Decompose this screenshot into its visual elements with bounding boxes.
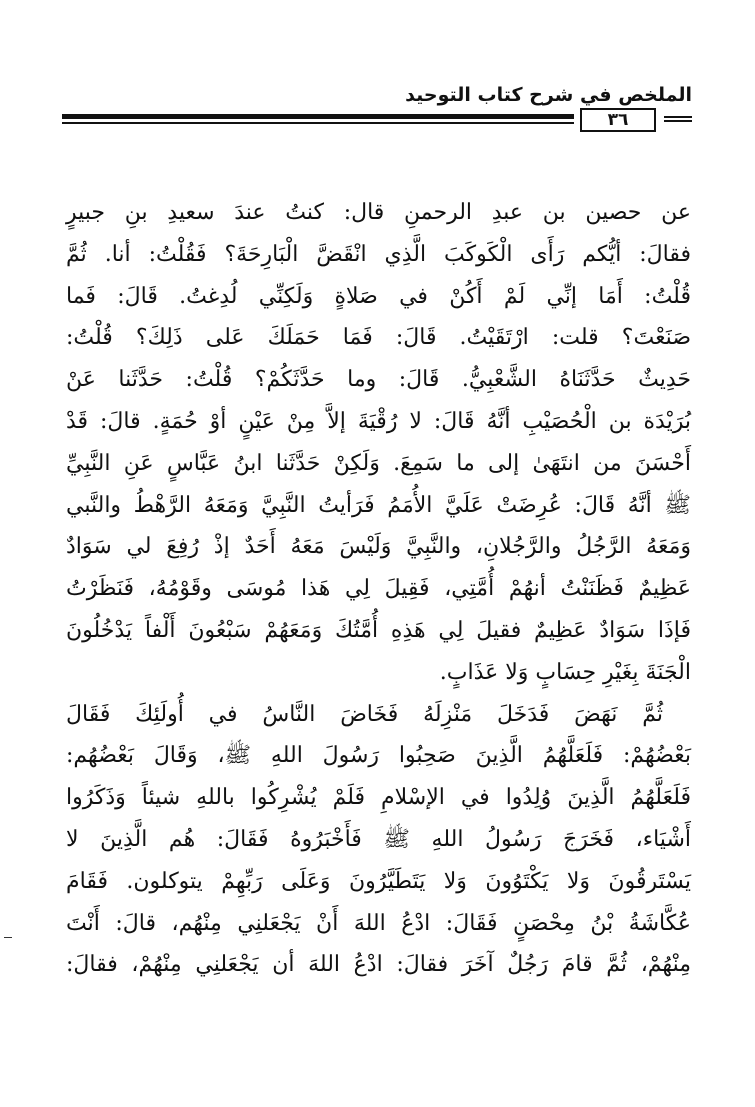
text-line: فقالَ: أيُّكم رَأَى الْكَوكَبَ الَّذِي انْقَضَّ الْبَارِحَةَ؟ فَقُلْتُ: أنا. ثُمَّ — [66, 241, 691, 267]
header-rule-thick — [62, 114, 574, 119]
text-line: عُكَّاشَةُ بْنُ مِحْصَنٍ فَقَالَ: ادْعُ اللهَ أَنْ يَجْعَلنِي مِنْهُم، قالَ: أَنْتَ — [66, 910, 691, 936]
text-line: فَإذَا سَوَادٌ عَظِيمٌ فقيلَ لِي هَذِهِ أُمَّتُكَ وَمَعَهُمْ سَبْعُونَ أَلْفاً يَدْخُلُونَ — [66, 617, 691, 643]
text-line: عَظِيمٌ فَظَنَنْتُ أنهُمْ أُمَّتِي، فَقِيلَ لِي هَذا مُوسَى وقَوْمُهُ، فَنَظَرْتُ — [66, 576, 691, 602]
text-line: وَمَعَهُ الرَّجُلُ والرَّجُلانِ، والنَّبِيَّ وَلَيْسَ مَعَهُ أَحَدٌ إذْ رُفِعَ لي سَوَادٌ — [66, 534, 691, 560]
text-line: قُلْتُ: أَمَا إنِّي لَمْ أَكُنْ في صَلاةٍ وَلَكِنِّي لُدِغتُ. قَالَ: فَما — [66, 283, 691, 309]
text-line: يَسْتَرقُونَ وَلا يَكْتَوُونَ وَلا يَتَطَيَّرُونَ وَعَلَى رَبِّهِمْ يتوكلون. فَقَامَ — [66, 868, 691, 894]
text-line: أَشْيَاء، فَخَرَجَ رَسُولُ اللهِ ﷺ فَأَخْبَرُوهُ فَقَالَ: هُم الَّذِينَ لا — [66, 826, 691, 852]
text-line: بُرَيْدَة بن الْحُصَيْبِ أنَّهُ قَالَ: لا رُقْيَةَ إلاَّ مِنْ عَيْنٍ أوْ حُمَةٍ. قالَ: قَدْ — [66, 408, 691, 434]
running-header — [62, 80, 692, 134]
margin-mark — [4, 937, 12, 938]
header-rule-thin — [62, 122, 574, 124]
text-line: فَلَعَلَّهُمُ الَّذِينَ وُلِدُوا في الإسْلامِ فَلَمْ يُشْرِكُوا باللهِ شيئاً وَذَكَرُوا — [66, 785, 691, 811]
text-line: عن حصين بن عبدِ الرحمنِ قال: كنتُ عندَ سعيدِ بنِ جبيرٍ — [66, 200, 691, 225]
text-line-paragraph-start: ثُمَّ نَهَضَ فَدَخَلَ مَنْزِلَهُ فَخَاضَ النَّاسُ في أُولَئِكَ فَقَالَ — [66, 701, 663, 727]
text-line: ﷺ أنَّهُ قَالَ: عُرِضَتْ عَلَيَّ الأُمَمُ فَرَأيتُ النَّبِيَّ وَمَعَهُ الرَّهْطُ والنَّبي — [66, 492, 691, 518]
text-line: صَنَعْتَ؟ قلت: ارْتَقَيْتُ. قَالَ: فَمَا حَمَلَكَ عَلى ذَلِكَ؟ قُلْتُ: — [66, 325, 691, 351]
text-line: حَدِيثٌ حَدَّثَنَاهُ الشَّعْبِيُّ. قَالَ: وما حَدَّثَكُمْ؟ قُلْتُ: حَدَّثَنا عَنْ — [66, 367, 691, 393]
book-title: الملخص في شرح كتاب التوحيد — [405, 84, 692, 106]
text-line: مِنْهُمْ، ثُمَّ قامَ رَجُلٌ آخَرَ فقالَ: ادْعُ اللهَ أن يَجْعَلنِي مِنْهُمْ، فقالَ: — [66, 952, 691, 978]
body-text — [66, 192, 691, 986]
text-line-paragraph-end: الْجَنَةَ بِغَيْرِ حِسَابٍ وَلا عَذَابٍ. — [439, 659, 691, 685]
text-line: بَعْضُهُمْ: فَلَعَلَّهُمُ الَّذِينَ صَحِبُوا رَسُولَ اللهِ ﷺ، وَقَالَ بَعْضُهُم: — [66, 743, 691, 769]
header-rule-end — [664, 116, 692, 122]
text-line: أَحْسَنَ من انتَهَىٰ إلى ما سَمِعَ. وَلَكِنْ حَدَّثَنا ابنُ عَبَّاسٍ عَنِ النَّبِيِّ — [66, 450, 691, 476]
page-number: ٣٦ — [580, 108, 656, 132]
